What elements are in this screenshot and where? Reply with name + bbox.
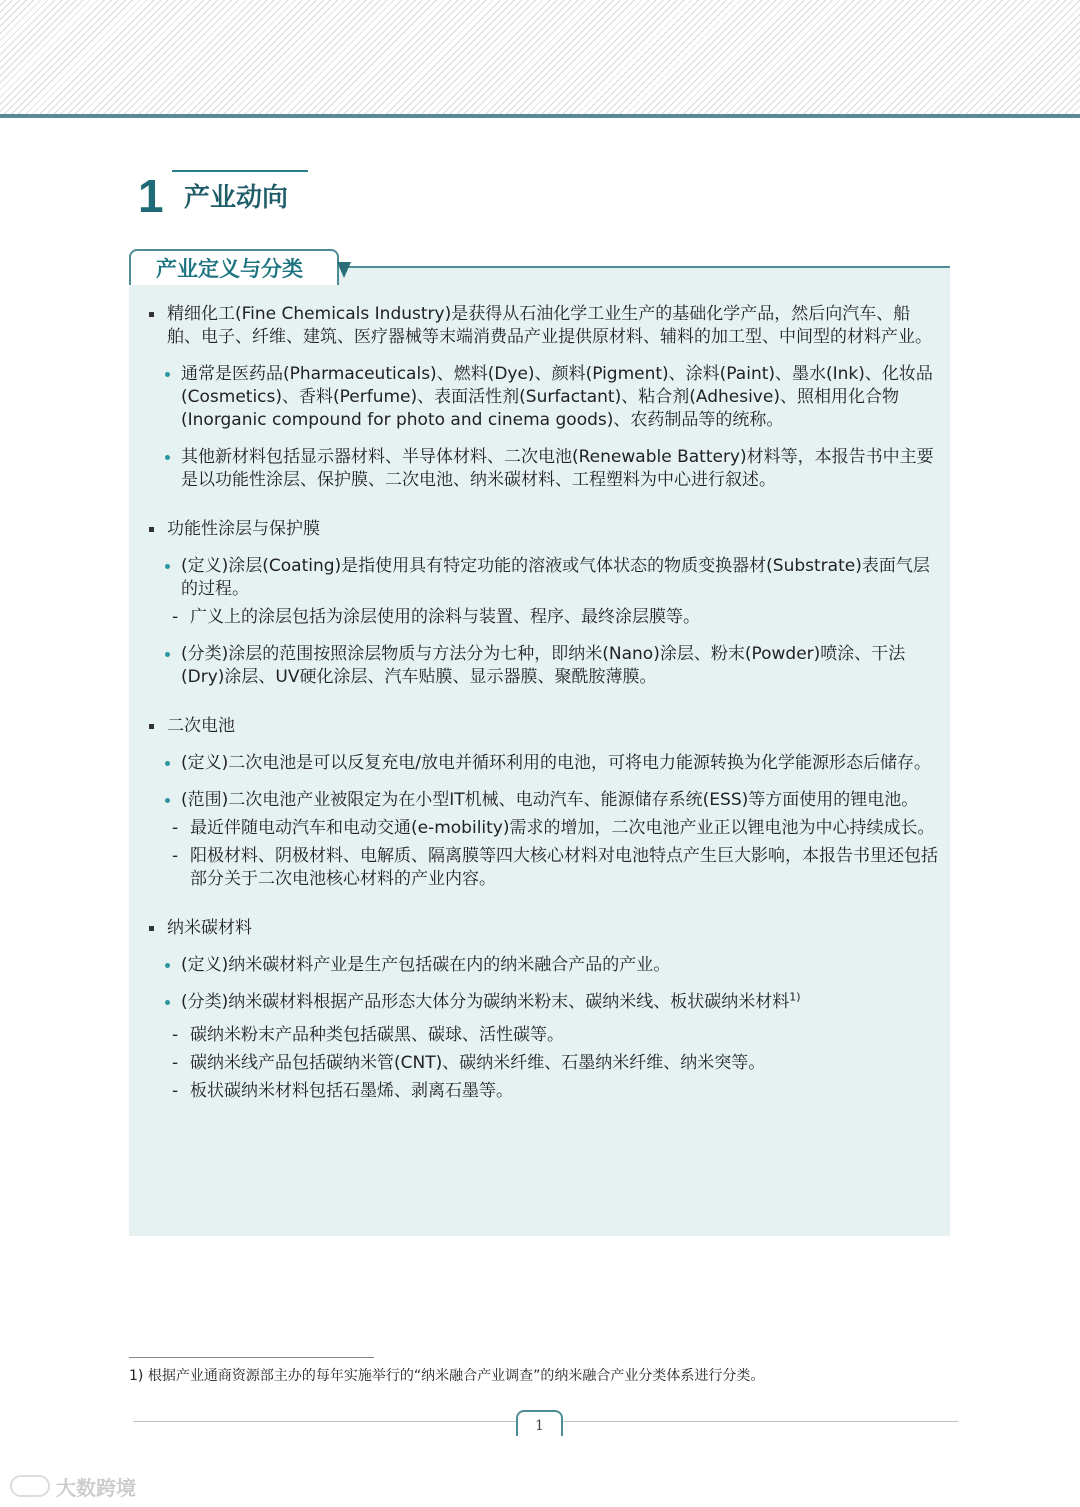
watermark-logo-icon (10, 1475, 50, 1497)
header-rule (0, 114, 1080, 118)
sub-bullet (145, 991, 940, 1014)
sub-bullet: (范围)二次电池产业被限定为在小型IT机械、电动汽车、能源储存系统(ESS)等方面使用的锂电池。 (145, 789, 940, 812)
box-title: 产业定义与分类 (156, 257, 303, 281)
sub-bullet: 其他新材料包括显示器材料、半导体材料、二次电池(Renewable Battery)材料等，本报告书中主要是以功能性涂层、保护膜、二次电池、纳米碳材料、工程塑料为中心进行叙述。 (145, 446, 940, 492)
footnote-rule (129, 1357, 374, 1358)
bullet-coating: 功能性涂层与保护膜 (145, 518, 940, 541)
dash-item: - 阳极材料、阴极材料、电解质、隔离膜等四大核心材料对电池特点产生巨大影响，本报告书里还包括部分关于二次电池核心材料的产业内容。 (145, 845, 940, 891)
section-title: 产业动向 (184, 183, 289, 213)
dash-item: - 最近伴随电动汽车和电动交通(e-mobility)需求的增加，二次电池产业正以锂电池为中心持续成长。 (145, 817, 940, 840)
sub-bullet-text: (分类)纳米碳材料根据产品形态大体分为碳纳米粉末、碳纳米线、板状碳纳米材料 (181, 992, 790, 1012)
box-content (145, 303, 940, 1108)
bullet-fine-chemicals: 精细化工(Fine Chemicals Industry)是获得从石油化学工业生产的基础化学产品，然后向汽车、船舶、电子、纤维、建筑、医疗器械等末端消费品产业提供原材料、辅料的加工型、中间型的材料产业。 (145, 303, 940, 349)
sub-bullet: (分类)涂层的范围按照涂层物质与方法分为七种，即纳米(Nano)涂层、粉末(Powder)喷涂、干法(Dry)涂层、UV硬化涂层、汽车贴膜、显示器膜、聚酰胺薄膜。 (145, 643, 940, 689)
sub-bullet: (定义)二次电池是可以反复充电/放电并循环利用的电池，可将电力能源转换为化学能源形态后储存。 (145, 752, 940, 775)
dash-item: - 板状碳纳米材料包括石墨烯、剥离石墨等。 (145, 1080, 940, 1103)
dash-item: - 碳纳米粉末产品种类包括碳黑、碳球、活性碳等。 (145, 1024, 940, 1047)
header-pattern (0, 0, 1080, 114)
bullet-nano-carbon: 纳米碳材料 (145, 917, 940, 940)
section-title-rule (172, 170, 308, 172)
watermark-text: 大数跨境 (56, 1475, 136, 1500)
sub-bullet: 通常是医药品(Pharmaceuticals)、燃料(Dye)、颜料(Pigment)、涂料(Paint)、墨水(Ink)、化妆品 (Cosmetics)、香料(Perfume)、表面活性剂(Surfactant)、粘合剂(Adhesive)、照相用化合物(Inorganic compound for photo and cinema goods)、农药制品等的统称。 (145, 363, 940, 432)
watermark (10, 1470, 160, 1502)
bullet-battery: 二次电池 (145, 715, 940, 738)
dash-item: - 碳纳米线产品包括碳纳米管(CNT)、碳纳米纤维、石墨纳米纤维、纳米突等。 (145, 1052, 940, 1075)
page-number: 1 (535, 1418, 544, 1434)
footnote-ref: 1) (789, 990, 801, 1004)
sub-bullet: (定义)涂层(Coating)是指使用具有特定功能的溶液或气体状态的物质变换器材(Substrate)表面气层的过程。 (145, 555, 940, 601)
footnote: 1) 根据产业通商资源部主办的每年实施举行的“纳米融合产业调查”的纳米融合产业分类体系进行分类。 (129, 1368, 765, 1384)
box-top-rule (340, 266, 950, 268)
tab-arrow-icon (337, 262, 351, 278)
sub-bullet: (定义)纳米碳材料产业是生产包括碳在内的纳米融合产品的产业。 (145, 954, 940, 977)
dash-item: - 广义上的涂层包括为涂层使用的涂料与装置、程序、最终涂层膜等。 (145, 606, 940, 629)
section-number: 1 (138, 170, 164, 222)
